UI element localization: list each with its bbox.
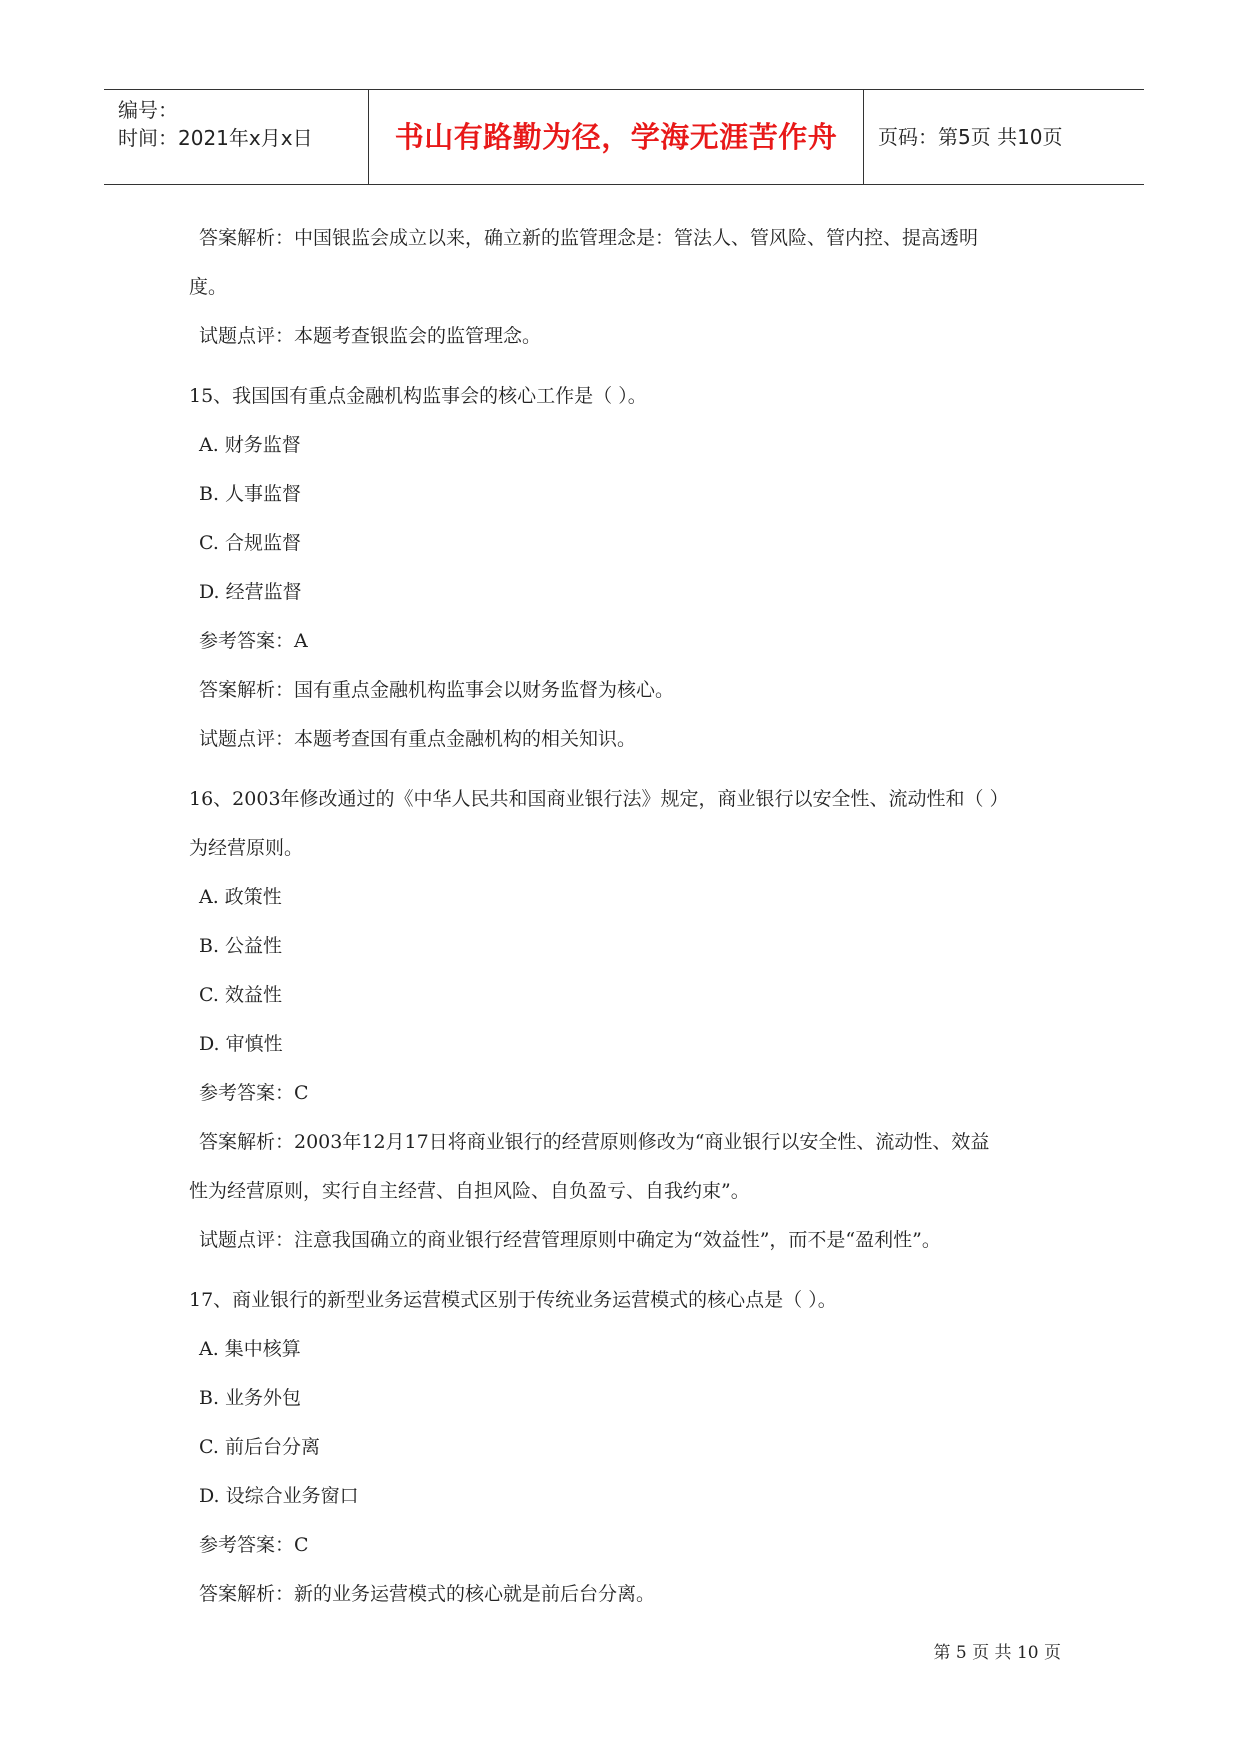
option-b: B. 人事监督 (199, 483, 302, 505)
reference-answer: 参考答案：C (199, 1534, 309, 1556)
header-meta (104, 90, 369, 184)
page-header (104, 89, 1144, 185)
text-line: 度。 (189, 276, 228, 298)
question-comment: 试题点评：本题考查国有重点金融机构的相关知识。 (199, 728, 637, 750)
option-a: A. 政策性 (199, 886, 282, 908)
question-text: 16、2003年修改通过的《中华人民共和国商业银行法》规定，商业银行以安全性、流动性和（ ） (189, 788, 1009, 810)
question-text-cont: 为经营原则。 (189, 837, 304, 859)
text-line: 答案解析：中国银监会成立以来，确立新的监管理念是：管法人、管风险、管内控、提高透明 (199, 227, 979, 249)
answer-analysis: 答案解析：国有重点金融机构监事会以财务监督为核心。 (199, 679, 675, 701)
option-d: D. 审慎性 (199, 1033, 283, 1055)
answer-analysis: 答案解析：新的业务运营模式的核心就是前后台分离。 (199, 1583, 656, 1605)
question-comment: 试题点评：注意我国确立的商业银行经营管理原则中确定为“效益性”，而不是“盈利性”。 (199, 1229, 941, 1251)
option-c: C. 前后台分离 (199, 1436, 320, 1458)
serial-label: 编号： (118, 98, 178, 122)
time-label: 时间：2021年x月x日 (118, 126, 313, 150)
option-c: C. 效益性 (199, 984, 282, 1006)
answer-analysis-cont: 性为经营原则，实行自主经营、自担风险、自负盈亏、自我约束”。 (189, 1180, 750, 1202)
option-d: D. 设综合业务窗口 (199, 1485, 359, 1507)
option-c: C. 合规监督 (199, 532, 301, 554)
header-page-number: 页码：第5页 共10页 (878, 125, 1063, 149)
option-b: B. 业务外包 (199, 1387, 302, 1409)
option-b: B. 公益性 (199, 935, 283, 957)
question-text: 15、我国国有重点金融机构监事会的核心工作是（ ）。 (189, 385, 647, 407)
header-motto: 书山有路勤为径，学海无涯苦作舟 (369, 90, 864, 184)
answer-analysis: 答案解析：2003年12月17日将商业银行的经营原则修改为“商业银行以安全性、流动性、效益 (199, 1131, 990, 1153)
option-d: D. 经营监督 (199, 581, 302, 603)
question-text: 17、商业银行的新型业务运营模式区别于传统业务运营模式的核心点是（ ）。 (189, 1289, 837, 1311)
option-a: A. 集中核算 (199, 1338, 301, 1360)
option-a: A. 财务监督 (199, 434, 301, 456)
reference-answer: 参考答案：C (199, 1082, 309, 1104)
reference-answer: 参考答案：A (199, 630, 308, 652)
page-footer: 第 5 页 共 10 页 (933, 1643, 1061, 1663)
text-line: 试题点评：本题考查银监会的监管理念。 (199, 325, 542, 347)
